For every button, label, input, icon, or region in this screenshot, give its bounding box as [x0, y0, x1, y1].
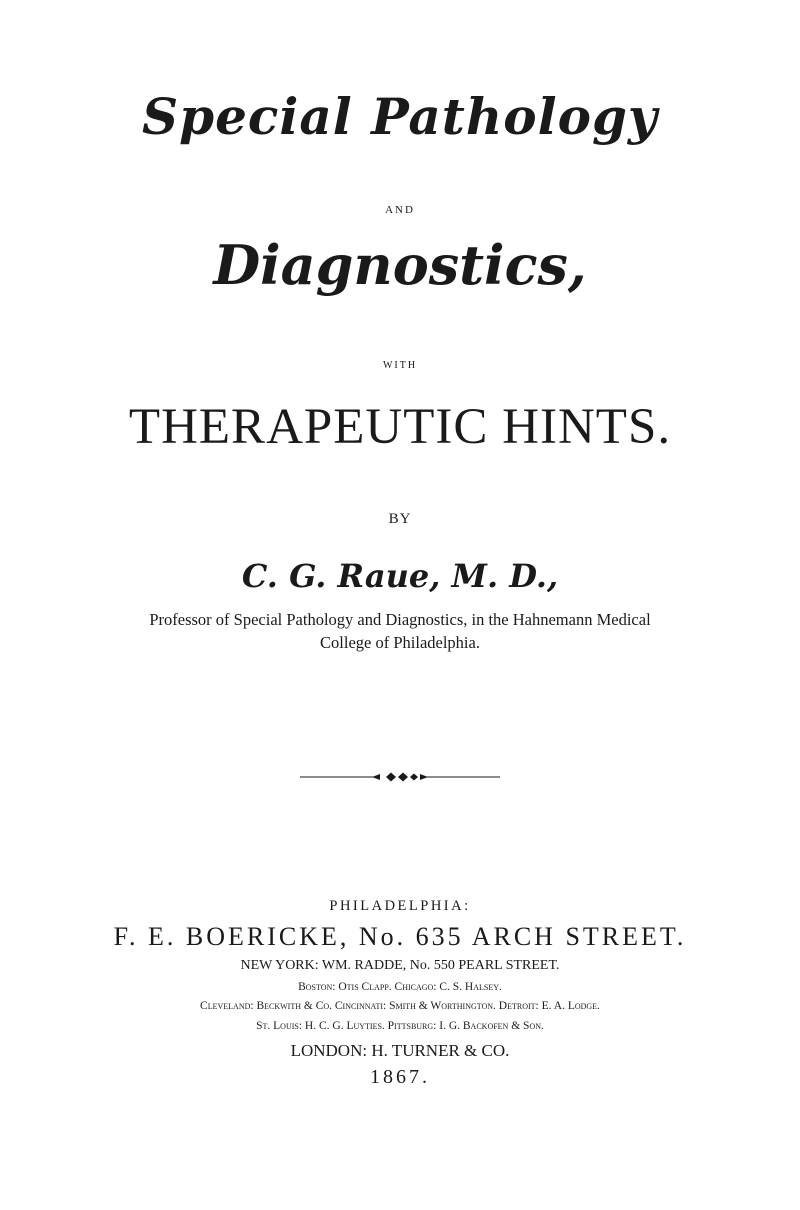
imprint-london-agent: LONDON: H. TURNER & CO. — [290, 1041, 510, 1060]
title-therapeutic-hints: THERAPEUTIC HINTS. — [128, 399, 672, 455]
and-connector: AND — [385, 204, 415, 216]
author-title-line-2: College of Philadelphia. — [320, 633, 480, 652]
imprint-year: 1867. — [370, 1066, 430, 1088]
imprint-agents-line-1: Boston: Otis Clapp. Chicago: C. S. Halsey. — [298, 981, 502, 993]
author-title-line-1: Professor of Special Pathology and Diagnostics, in the Hahnemann Medical — [149, 610, 651, 629]
title-diagnostics: Diagnostics, — [213, 233, 587, 297]
imprint-agents-line-3: St. Louis: H. C. G. Luyties. Pittsburg: I. G. Backofen & Son. — [256, 1020, 544, 1032]
with-connector: WITH — [382, 360, 418, 371]
diamond-rule-ornament-icon — [300, 771, 500, 783]
by-connector: BY — [388, 511, 412, 527]
imprint-city: PHILADELPHIA: — [329, 898, 471, 914]
title-special-pathology: Special Pathology — [142, 87, 658, 146]
imprint-agents-line-2: Cleveland: Beckwith & Co. Cincinnati: Smith & Worthington. Detroit: E. A. Lodge. — [200, 1000, 600, 1012]
imprint-new-york-agent: NEW YORK: WM. RADDE, No. 550 PEARL STREET. — [240, 958, 560, 973]
imprint-publisher: F. E. BOERICKE, No. 635 ARCH STREET. — [113, 922, 687, 951]
author-name: C. G. Raue, M. D., — [241, 557, 559, 595]
